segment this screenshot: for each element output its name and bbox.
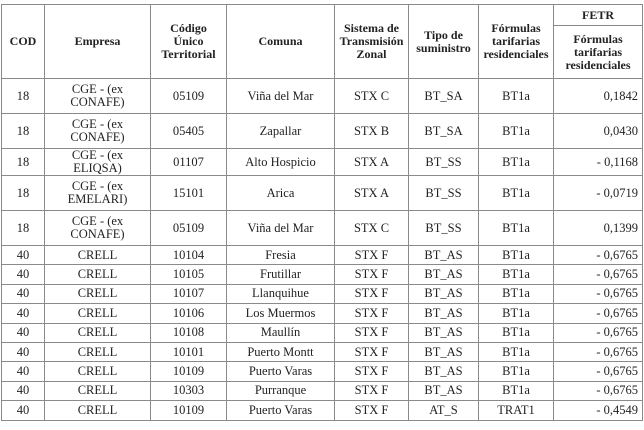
cell-fetr: - 0,4549 bbox=[554, 401, 643, 420]
table-row bbox=[2, 265, 643, 284]
cell-comuna: Fresia bbox=[227, 246, 335, 265]
cell-sistema: STX A bbox=[335, 176, 409, 211]
table-row bbox=[2, 342, 643, 361]
cell-tipo: BT_AS bbox=[409, 342, 479, 361]
cell-sistema: STX F bbox=[335, 401, 409, 420]
cell-tipo: BT_AS bbox=[409, 323, 479, 342]
cell-formula: BT1a bbox=[479, 176, 554, 211]
table-row bbox=[2, 79, 643, 114]
cell-empresa: CRELL bbox=[45, 401, 151, 420]
cell-cod: 40 bbox=[2, 362, 45, 381]
table-row bbox=[2, 304, 643, 323]
cell-tipo: AT_S bbox=[409, 401, 479, 420]
cell-cod: 40 bbox=[2, 342, 45, 361]
cell-formula: BT1a bbox=[479, 246, 554, 265]
header-codigo: Código Único Territorial bbox=[151, 5, 227, 79]
cell-comuna: Viña del Mar bbox=[227, 79, 335, 114]
cell-fetr: 0,1399 bbox=[554, 211, 643, 246]
cell-empresa: CRELL bbox=[45, 342, 151, 361]
cell-tipo: BT_AS bbox=[409, 304, 479, 323]
cell-tipo: BT_SS bbox=[409, 211, 479, 246]
cell-formula: BT1a bbox=[479, 79, 554, 114]
cell-sistema: STX F bbox=[335, 323, 409, 342]
cell-empresa: CGE - (ex EMELARI) bbox=[45, 176, 151, 211]
cell-formula: BT1a bbox=[479, 114, 554, 149]
cell-formula: BT1a bbox=[479, 149, 554, 176]
cell-tipo: BT_SS bbox=[409, 176, 479, 211]
cell-codigo: 05109 bbox=[151, 211, 227, 246]
cell-fetr: - 0,6765 bbox=[554, 381, 643, 400]
cell-cod: 40 bbox=[2, 265, 45, 284]
cell-sistema: STX F bbox=[335, 265, 409, 284]
cell-comuna: Llanquihue bbox=[227, 284, 335, 303]
cell-cod: 40 bbox=[2, 246, 45, 265]
cell-formula: BT1a bbox=[479, 381, 554, 400]
cell-fetr: - 0,6765 bbox=[554, 362, 643, 381]
cell-fetr: - 0,6765 bbox=[554, 246, 643, 265]
table-row bbox=[2, 401, 643, 420]
cell-empresa: CRELL bbox=[45, 304, 151, 323]
cell-cod: 40 bbox=[2, 323, 45, 342]
cell-fetr: - 0,6765 bbox=[554, 342, 643, 361]
cell-comuna: Zapallar bbox=[227, 114, 335, 149]
cell-codigo: 05405 bbox=[151, 114, 227, 149]
cell-comuna: Viña del Mar bbox=[227, 211, 335, 246]
header-fetr-sub: Fórmulas tarifarias residenciales bbox=[554, 26, 643, 79]
cell-fetr: - 0,6765 bbox=[554, 284, 643, 303]
table-body bbox=[2, 79, 643, 421]
header-comuna: Comuna bbox=[227, 5, 335, 79]
cell-codigo: 10107 bbox=[151, 284, 227, 303]
cell-cod: 18 bbox=[2, 211, 45, 246]
table-row bbox=[2, 284, 643, 303]
cell-codigo: 15101 bbox=[151, 176, 227, 211]
cell-comuna: Purranque bbox=[227, 381, 335, 400]
cell-tipo: BT_AS bbox=[409, 246, 479, 265]
cell-comuna: Frutillar bbox=[227, 265, 335, 284]
cell-comuna: Alto Hospicio bbox=[227, 149, 335, 176]
header-formulas: Fórmulas tarifarias residenciales bbox=[479, 5, 554, 79]
cell-cod: 18 bbox=[2, 149, 45, 176]
cell-cod: 40 bbox=[2, 381, 45, 400]
cell-fetr: - 0,1168 bbox=[554, 149, 643, 176]
cell-empresa: CGE - (ex CONAFE) bbox=[45, 79, 151, 114]
cell-formula: BT1a bbox=[479, 323, 554, 342]
cell-tipo: BT_SA bbox=[409, 114, 479, 149]
cell-formula: TRAT1 bbox=[479, 401, 554, 420]
table-row bbox=[2, 246, 643, 265]
cell-comuna: Puerto Varas bbox=[227, 362, 335, 381]
table-row bbox=[2, 211, 643, 246]
cell-fetr: - 0,0719 bbox=[554, 176, 643, 211]
cell-sistema: STX C bbox=[335, 79, 409, 114]
cell-codigo: 10104 bbox=[151, 246, 227, 265]
cell-cod: 40 bbox=[2, 401, 45, 420]
cell-comuna: Arica bbox=[227, 176, 335, 211]
cell-sistema: STX F bbox=[335, 362, 409, 381]
cell-sistema: STX F bbox=[335, 284, 409, 303]
cell-sistema: STX F bbox=[335, 246, 409, 265]
cell-cod: 40 bbox=[2, 304, 45, 323]
table-row bbox=[2, 114, 643, 149]
cell-empresa: CGE - (ex ELIQSA) bbox=[45, 149, 151, 176]
table-row bbox=[2, 381, 643, 400]
table-row bbox=[2, 176, 643, 211]
cell-formula: BT1a bbox=[479, 265, 554, 284]
cell-cod: 18 bbox=[2, 79, 45, 114]
cell-sistema: STX F bbox=[335, 304, 409, 323]
cell-formula: BT1a bbox=[479, 342, 554, 361]
cell-tipo: BT_SS bbox=[409, 149, 479, 176]
cell-fetr: - 0,6765 bbox=[554, 323, 643, 342]
cell-fetr: - 0,6765 bbox=[554, 304, 643, 323]
table-row bbox=[2, 323, 643, 342]
cell-cod: 40 bbox=[2, 284, 45, 303]
cell-cod: 18 bbox=[2, 114, 45, 149]
cell-empresa: CGE - (ex CONAFE) bbox=[45, 114, 151, 149]
cell-empresa: CRELL bbox=[45, 246, 151, 265]
tariff-table bbox=[1, 4, 643, 421]
cell-formula: BT1a bbox=[479, 284, 554, 303]
cell-formula: BT1a bbox=[479, 362, 554, 381]
table-row bbox=[2, 362, 643, 381]
cell-comuna: Puerto Varas bbox=[227, 401, 335, 420]
cell-comuna: Los Muermos bbox=[227, 304, 335, 323]
cell-fetr: - 0,6765 bbox=[554, 265, 643, 284]
cell-codigo: 10101 bbox=[151, 342, 227, 361]
cell-empresa: CRELL bbox=[45, 265, 151, 284]
cell-tipo: BT_AS bbox=[409, 381, 479, 400]
cell-tipo: BT_AS bbox=[409, 265, 479, 284]
cell-codigo: 01107 bbox=[151, 149, 227, 176]
cell-sistema: STX C bbox=[335, 211, 409, 246]
cell-empresa: CRELL bbox=[45, 323, 151, 342]
cell-cod: 18 bbox=[2, 176, 45, 211]
cell-codigo: 05109 bbox=[151, 79, 227, 114]
cell-sistema: STX F bbox=[335, 342, 409, 361]
cell-tipo: BT_AS bbox=[409, 284, 479, 303]
cell-codigo: 10108 bbox=[151, 323, 227, 342]
table-row bbox=[2, 149, 643, 176]
cell-formula: BT1a bbox=[479, 211, 554, 246]
cell-sistema: STX B bbox=[335, 114, 409, 149]
header-cod: COD bbox=[2, 5, 45, 79]
cell-comuna: Maullín bbox=[227, 323, 335, 342]
cell-formula: BT1a bbox=[479, 304, 554, 323]
header-fetr: FETR bbox=[554, 5, 643, 26]
header-tipo: Tipo de suministro bbox=[409, 5, 479, 79]
cell-sistema: STX A bbox=[335, 149, 409, 176]
cell-codigo: 10105 bbox=[151, 265, 227, 284]
cell-codigo: 10303 bbox=[151, 381, 227, 400]
cell-tipo: BT_AS bbox=[409, 362, 479, 381]
header-sistema: Sistema de Transmisión Zonal bbox=[335, 5, 409, 79]
cell-empresa: CRELL bbox=[45, 381, 151, 400]
cell-codigo: 10106 bbox=[151, 304, 227, 323]
cell-fetr: 0,1842 bbox=[554, 79, 643, 114]
cell-fetr: 0,0430 bbox=[554, 114, 643, 149]
header-empresa: Empresa bbox=[45, 5, 151, 79]
cell-codigo: 10109 bbox=[151, 401, 227, 420]
cell-sistema: STX F bbox=[335, 381, 409, 400]
cell-comuna: Puerto Montt bbox=[227, 342, 335, 361]
cell-empresa: CRELL bbox=[45, 362, 151, 381]
cell-codigo: 10109 bbox=[151, 362, 227, 381]
cell-empresa: CRELL bbox=[45, 284, 151, 303]
cell-tipo: BT_SA bbox=[409, 79, 479, 114]
cell-empresa: CGE - (ex CONAFE) bbox=[45, 211, 151, 246]
